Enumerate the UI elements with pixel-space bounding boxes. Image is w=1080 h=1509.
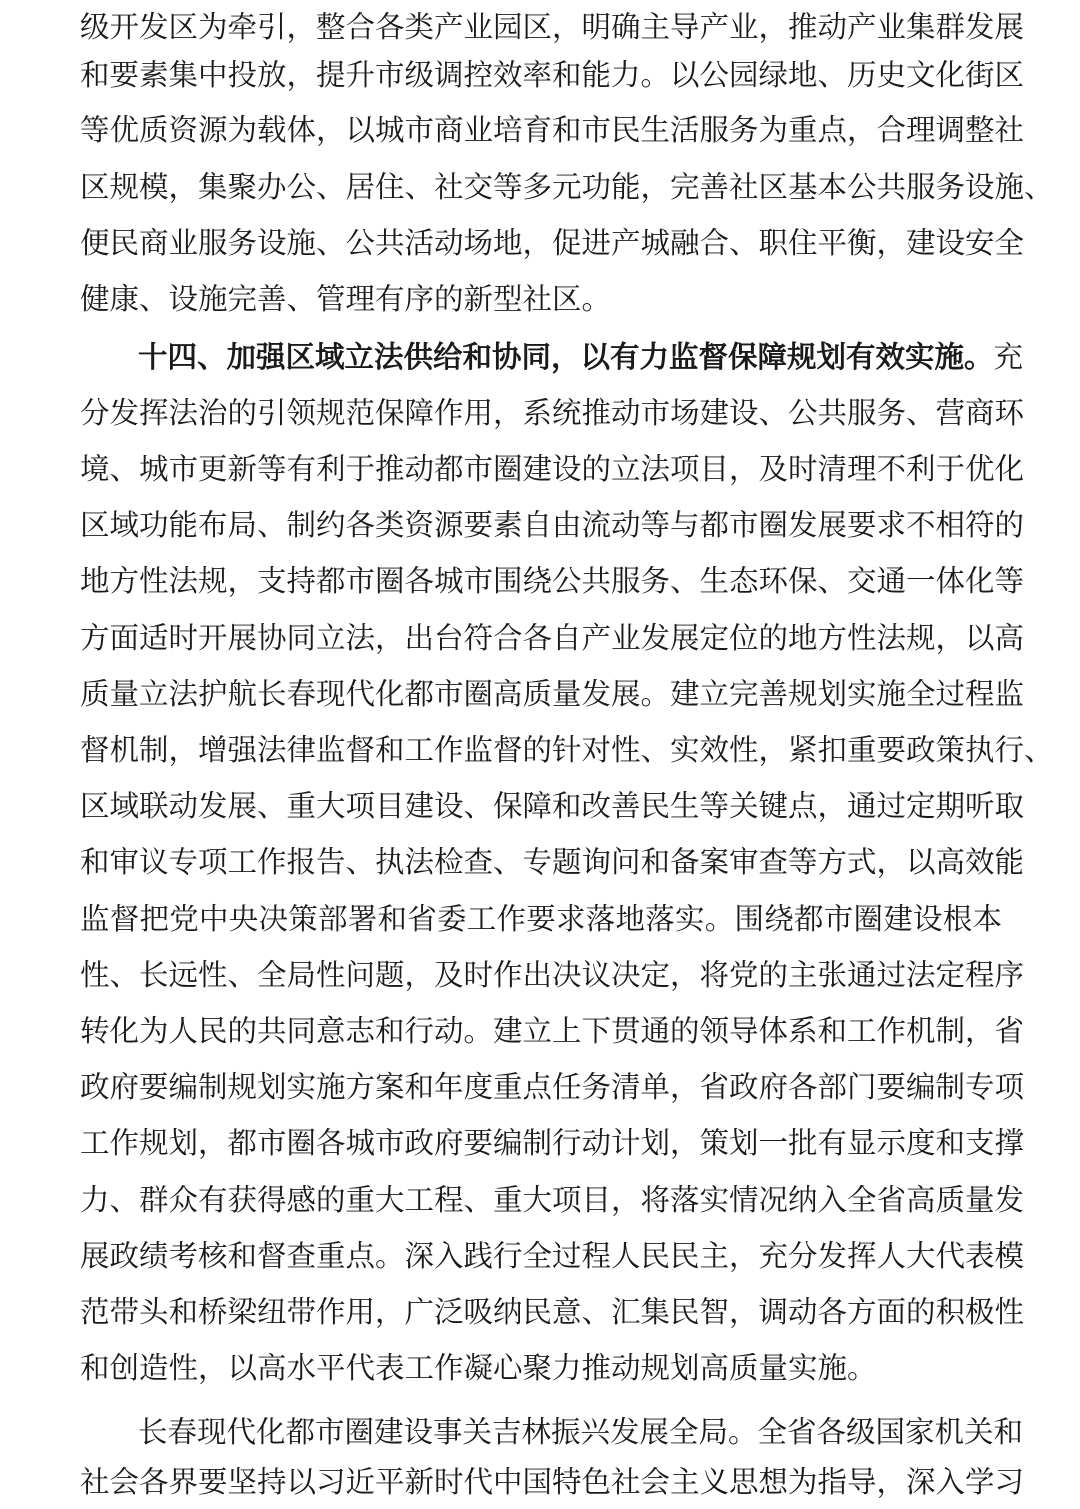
- text-line: 和创造性，以高水平代表工作凝心聚力推动规划高质量实施。: [80, 1351, 877, 1385]
- text-line: 和审议专项工作报告、执法检查、专题询问和备案审查等方式，以高效能: [80, 845, 1025, 879]
- text-line: 等优质资源为载体，以城市商业培育和市民生活服务为重点，合理调整社: [80, 113, 1025, 147]
- text-line: 督机制，增强法律监督和工作监督的针对性、实效性，紧扣重要政策执行、: [80, 733, 1054, 767]
- text-line: 力、群众有获得感的重大工程、重大项目，将落实情况纳入全省高质量发: [80, 1183, 1025, 1217]
- text-line: 长春现代化都市圈建设事关吉林振兴发展全局。全省各级国家机关和: [138, 1415, 1024, 1449]
- text-line: 分发挥法治的引领规范保障作用，系统推动市场建设、公共服务、营商环: [80, 396, 1025, 430]
- text-line: 工作规划，都市圈各城市政府要编制行动计划，策划一批有显示度和支撑: [80, 1126, 1025, 1160]
- text-line: 政府要编制规划实施方案和年度重点任务清单，省政府各部门要编制专项: [80, 1070, 1025, 1104]
- text-line: 社会各界要坚持以习近平新时代中国特色社会主义思想为指导，深入学习: [80, 1465, 1025, 1499]
- heading-line-tail: 充: [993, 340, 1024, 374]
- section-heading: 十四、加强区域立法供给和协同，以有力监督保障规划有效实施。: [138, 340, 994, 374]
- text-line: 级开发区为牵引，整合各类产业园区，明确主导产业，推动产业集群发展: [80, 10, 1025, 44]
- text-line: 质量立法护航长春现代化都市圈高质量发展。建立完善规划实施全过程监: [80, 677, 1025, 711]
- text-line: 区域功能布局、制约各类资源要素自由流动等与都市圈发展要求不相符的: [80, 508, 1025, 542]
- text-line: 便民商业服务设施、公共活动场地，促进产城融合、职住平衡，建设安全: [80, 226, 1025, 260]
- text-line: 转化为人民的共同意志和行动。建立上下贯通的领导体系和工作机制，省: [80, 1014, 1025, 1048]
- text-line: 监督把党中央决策部署和省委工作要求落地落实。围绕都市圈建设根本: [80, 902, 1002, 936]
- text-line: 区规模，集聚办公、居住、社交等多元功能，完善社区基本公共服务设施、: [80, 170, 1054, 204]
- text-line: 健康、设施完善、管理有序的新型社区。: [80, 282, 612, 316]
- text-line: 展政绩考核和督查重点。深入践行全过程人民民主，充分发挥人大代表模: [80, 1239, 1025, 1273]
- text-line: 地方性法规，支持都市圈各城市围绕公共服务、生态环保、交通一体化等: [80, 564, 1025, 598]
- text-line: 和要素集中投放，提升市级调控效率和能力。以公园绿地、历史文化街区: [80, 58, 1025, 92]
- section-heading-line: [138, 330, 1024, 384]
- text-line: 方面适时开展协同立法，出台符合各自产业发展定位的地方性法规，以高: [80, 621, 1025, 655]
- text-line: 性、长远性、全局性问题，及时作出决议决定，将党的主张通过法定程序: [80, 958, 1025, 992]
- text-line: 区域联动发展、重大项目建设、保障和改善民生等关键点，通过定期听取: [80, 789, 1025, 823]
- text-line: 境、城市更新等有利于推动都市圈建设的立法项目，及时清理不利于优化: [80, 452, 1025, 486]
- text-line: 范带头和桥梁纽带作用，广泛吸纳民意、汇集民智，调动各方面的积极性: [80, 1295, 1025, 1329]
